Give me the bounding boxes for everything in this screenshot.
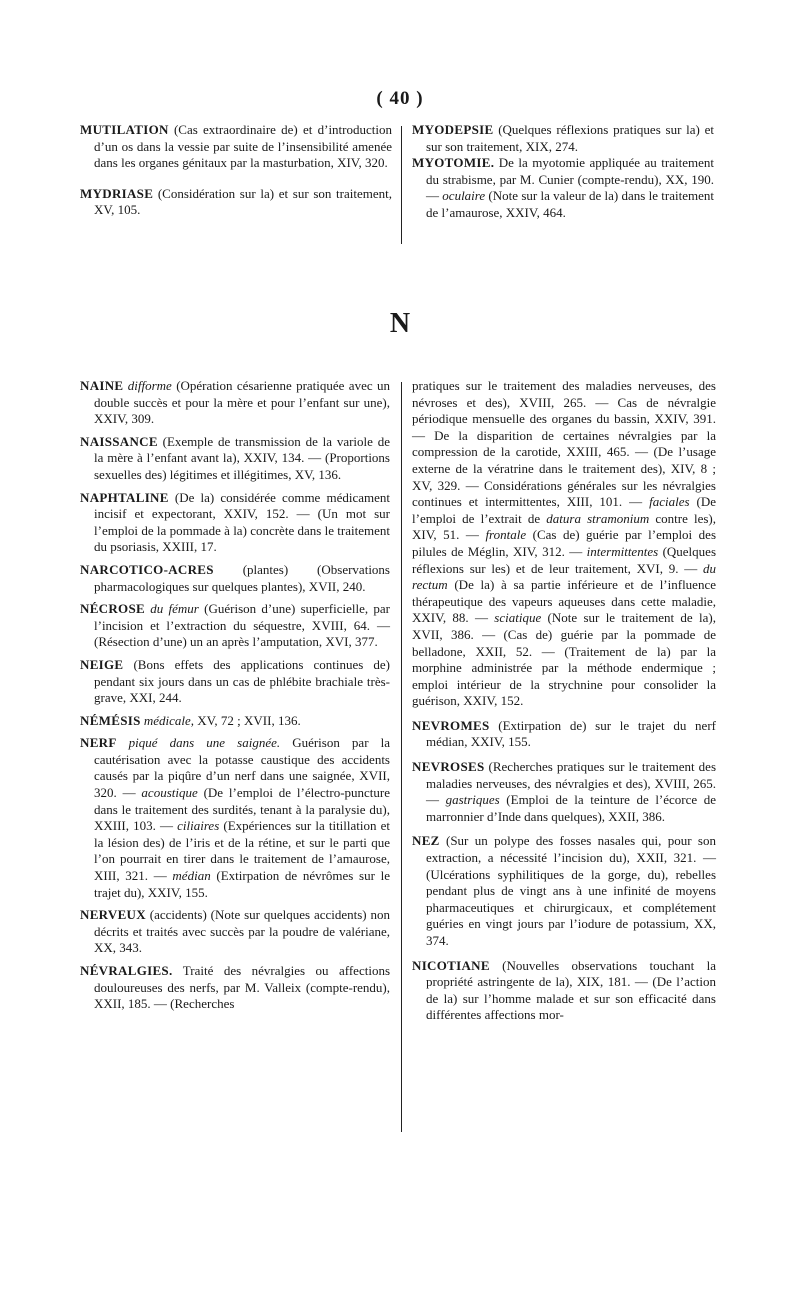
column-divider [401, 382, 402, 1132]
entry-text: Traité des névralgies ou affections douloureuses des nerfs, par M. Valleix (compte-rendu), XXII, 185. — (Recherches [94, 963, 390, 1012]
index-entry [80, 601, 390, 651]
entry-italic: ciliaires [177, 818, 220, 834]
entry-italic: médicale, [140, 712, 195, 728]
entry-text: (Extirpation de) sur le trajet du nerf médian, XXIV, 155. [426, 717, 716, 750]
entry-italic: oculaire [442, 188, 486, 204]
entry-text: De la myotomie appliquée au traitement du strabisme, par M. Cunier (compte-rendu), XX, 190. — [426, 155, 714, 204]
entry-italic: du rectum [412, 560, 716, 593]
headword: NEIGE [80, 656, 124, 672]
index-entry [412, 759, 716, 825]
index-entry [412, 833, 716, 949]
headword: NEVROSES [412, 759, 485, 775]
headword: NAISSANCE [80, 433, 158, 449]
entry-text: (Cas de) guérie par l’emploi des pilules de Méglin, XIV, 312. — [412, 527, 716, 559]
headword: MYODEPSIE [412, 122, 494, 137]
entry-italic: du fémur [144, 601, 199, 617]
headword: NERVEUX [80, 907, 146, 923]
entry-text: contre les), XIV, 51. — [412, 510, 716, 543]
index-entry [80, 562, 390, 595]
left-column [80, 378, 390, 1013]
entry-text: (De l’emploi de l’extrait de [412, 494, 716, 526]
entry-text: (De la) considérée comme médicament incisif et expectorant, XXIV, 152. — (Un mot sur l’emploi de la pommade à la) concrète dans le traitement du psoriasis, XXIII, 17. [94, 489, 390, 555]
entry-text: (Extirpation de névrômes sur le trajet du), XXIV, 155. [94, 868, 390, 900]
entry-text: (Cas extraordinaire de) et d’introduction d’un os dans la vessie par suite de l’insensibilité amenée dans les organes génitaux par la masturbation, XIV, 320. [94, 122, 392, 171]
entry-text: (Note sur le traitement de la), XVII, 386. — (Cas de) guérie par la pommade de belladone, XXII, 52. — (Traitement de la) par la morphine administrée par la méthode endermique ; emploi intérieur de la strychnine pour consolider la guérison, XXIV, 152. [412, 610, 716, 709]
headword: NÉVRALGIES. [80, 963, 173, 978]
top-left-column [80, 122, 392, 219]
entry-italic: difforme [123, 378, 172, 393]
index-entry [80, 186, 392, 219]
entry-text: pratiques sur le traitement des maladies nerveuses, des névroses et des), XVIII, 265. — Cas de névralgie périodique mensuelle des organes du bassin, XXIV, 391. — De la disparition de certaines névralgies par la compression de la carotide, XXIII, 465. — (De l’usage externe de la vératrine dans le traitement des), XIV, 8 ; XV, 329. — Considérations générales sur les névralgies continues et intermittentes, XIII, 101. — [412, 378, 716, 510]
headword: NERF [80, 735, 117, 751]
index-entry [412, 155, 714, 221]
entry-text: (Nouvelles observations touchant la propriété astringente de la), XIX, 181. — (De l’action de la) sur l’homme malade et sur son efficacité dans différentes affections mor- [426, 957, 716, 1023]
entry-italic: médian [172, 868, 211, 884]
entry-text: (plantes) (Observations pharmacologiques sur quelques plantes), XVII, 240. [94, 561, 390, 594]
index-entry [412, 122, 714, 155]
entry-text: (Quelques réflexions sur les) et de leur traitement, XVI, 9. — [412, 543, 716, 576]
index-entry [80, 963, 390, 1013]
entry-italic: acoustique [141, 785, 198, 801]
top-right-column [412, 122, 714, 222]
entry-italic: intermittentes [586, 543, 659, 559]
headword: MUTILATION [80, 122, 169, 137]
headword: MYOTOMIE. [412, 155, 495, 171]
entry-text: (Emploi de la teinture de l’écorce de marronnier d’Inde dans quelques), XXII, 386. [426, 792, 716, 824]
entry-italic: piqué dans une saignée. [116, 735, 281, 751]
index-entry [80, 657, 390, 707]
headword: NÉCROSE [80, 601, 145, 617]
index-entry [80, 122, 392, 172]
index-entry [80, 907, 390, 957]
entry-text: Guérison par la cautérisation avec la potasse caustique des accidents causés par la piqûre d’un nerf dans une saignée, XVII, 320. — [94, 735, 391, 801]
entry-text: (accidents) (Note sur quelques accidents) non décrits et traités avec succès par la poudre de valériane, XX, 343. [94, 907, 390, 956]
headword: NÉMÉSIS [80, 712, 141, 728]
entry-text: (Guérison d’une) superficielle, par l’incision et l’extraction du séquestre, XVIII, 64. — (Résection d’une) un an après l’amputation, XVI, 377. [94, 601, 390, 650]
headword: NAINE [80, 378, 124, 393]
entry-text: (Bons effets des applications continues de) pendant six jours dans un cas de phlébite brachiale très-grave, XXI, 244. [94, 656, 390, 706]
index-entry [80, 378, 390, 428]
index-entry [80, 713, 390, 730]
entry-text: (Sur un polype des fosses nasales qui, pour son extraction, a nécessité l’incision du), XXII, 321. — (Ulcérations syphilitiques de la gorge, du), rebelles pendant plus de vingt ans à une infinité de moyens pharmaceutiques et chirurgicaux, et complétement guéries en vingt jours par l’iodure de potassium, XX, 374. [426, 833, 716, 948]
headword: MYDRIASE [80, 185, 154, 201]
headword: NEZ [412, 833, 440, 849]
headword: NICOTIANE [412, 957, 490, 973]
entry-italic: datura stramonium [546, 510, 650, 526]
entry-text: (Recherches pratiques sur le traitement des maladies nerveuses, des névralgies et des), XVIII, 265. — [426, 759, 716, 808]
index-entry [412, 378, 716, 710]
index-entry [80, 735, 390, 901]
index-entry [412, 958, 716, 1024]
index-entry [412, 718, 716, 751]
entry-italic: faciales [649, 494, 690, 510]
entry-text: (Note sur la valeur de la) dans le traitement de l’amaurose, XXIV, 464. [426, 188, 714, 220]
entry-italic: frontale [485, 527, 527, 543]
section-letter: N [389, 308, 411, 339]
right-column [412, 378, 716, 1024]
entry-text: XV, 72 ; XVII, 136. [194, 712, 301, 728]
entry-text: (De la) à sa partie inférieure et de l’influence thérapeutique des vapeurs aqueuses dans cette maladie, XXIV, 88. — [412, 577, 716, 626]
index-entry [80, 490, 390, 556]
column-divider [401, 126, 402, 244]
entry-text: (Considération sur la) et sur son traitement, XV, 105. [94, 185, 392, 218]
entry-text: (Quelques réflexions pratiques sur la) et sur son traitement, XIX, 274. [426, 122, 714, 154]
entry-text: (Opération césarienne pratiquée avec un double succès et pour la mère et pour l’enfant sur une), XXIV, 309. [94, 378, 390, 427]
entry-italic: sciatique [494, 610, 542, 626]
index-entry [80, 434, 390, 484]
page-number: ( 40 ) [376, 88, 424, 109]
entry-text: (De l’emploi de l’électro-puncture dans le traitement des surdités, tenant à la paralysie du), XXIII, 103. — [94, 785, 391, 834]
entry-text: (Exemple de transmission de la variole de la mère à l’enfant avant la), XXIV, 134. — (Proportions sexuelles des) légitimes et illégitimes, XV, 136. [94, 433, 390, 482]
headword: NAPHTALINE [80, 489, 169, 505]
headword: NEVROMES [412, 717, 490, 733]
entry-text: (Expériences sur la titillation et la lésion des) de l’iris et de la rétine, et sur le parti que l’on pourrait en tirer dans le traitement de l’amaurose, XIII, 321. — [94, 818, 391, 884]
headword: NARCOTICO-ACRES [80, 561, 214, 577]
entry-italic: gastriques [445, 792, 500, 808]
